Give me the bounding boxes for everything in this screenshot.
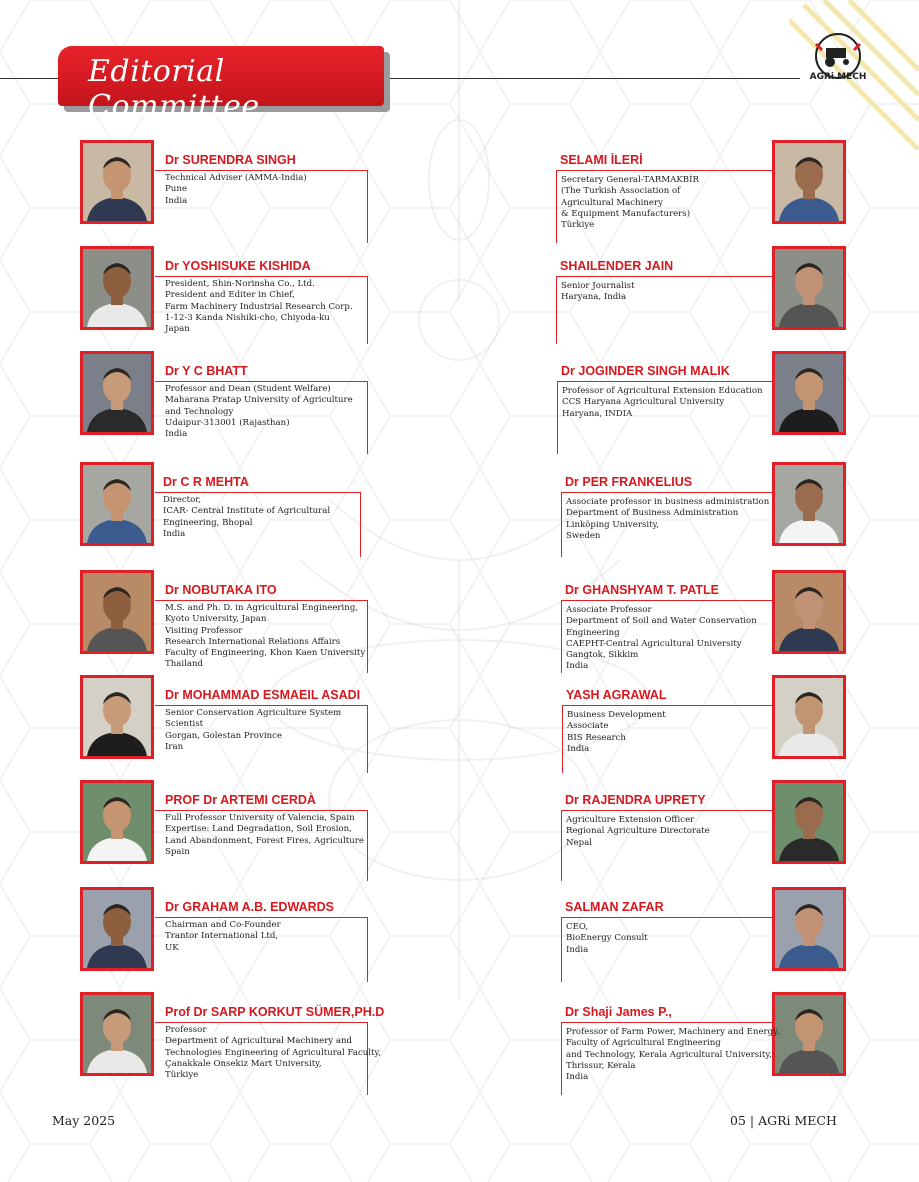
detail-line: Associate professor in business administration [566, 497, 770, 507]
logo-text: AGRi MECH [809, 72, 867, 82]
detail-line: BIS Research [567, 732, 626, 743]
detail-line: Faculty of Engineering, Khon Kaen University [165, 648, 366, 659]
detail-line: CCS Haryana Agricultural University [562, 397, 725, 408]
detail-line: Nepal [566, 837, 592, 848]
detail-line: India [566, 1072, 589, 1083]
member-name: Dr Y C BHATT [165, 364, 248, 378]
detail-line: Associate [567, 721, 609, 732]
detail-line: Thailand [165, 659, 204, 670]
member-details [165, 384, 353, 440]
page-title: Editorial Committee [88, 54, 260, 124]
detail-line: Maharana Pratap University of Agriculture [165, 395, 353, 406]
detail-line: Engineering [566, 627, 620, 638]
member-details [165, 173, 307, 207]
detail-line: Iran [165, 741, 184, 752]
detail-line: Associate Professor [566, 605, 652, 615]
member-name: Dr NOBUTAKA ITO [165, 583, 277, 597]
member-name: Dr YOSHISUKE KISHIDA [165, 259, 311, 273]
detail-line: Professor [165, 1025, 207, 1035]
detail-line: Sweden [566, 530, 601, 541]
member-photo [772, 887, 846, 971]
detail-line: Director, [163, 495, 202, 505]
member-name: SALMAN ZAFAR [565, 900, 664, 914]
detail-line: M.S. and Ph. D. in Agricultural Engineering, [165, 603, 359, 613]
detail-line: and Technology [165, 406, 234, 417]
member-details [566, 1027, 780, 1083]
member-photo [772, 140, 846, 224]
detail-line: Türkiye [165, 1070, 199, 1081]
detail-line: Linköping University, [566, 519, 660, 530]
member-name: Dr SURENDRA SINGH [165, 153, 296, 167]
member-details [165, 1025, 381, 1081]
member-details [165, 279, 353, 335]
detail-line: Trantor International Ltd, [165, 931, 279, 942]
detail-line: Business Development [567, 710, 666, 720]
member-details [567, 710, 666, 755]
detail-line: Department of Agricultural Machinery and [165, 1036, 353, 1047]
detail-line: Technical Adviser (AMMA-India) [165, 173, 307, 183]
detail-line: CEO, [566, 922, 589, 932]
detail-line: Scientist [165, 719, 204, 730]
detail-line: Professor of Farm Power, Machinery and Energy, [566, 1027, 780, 1037]
detail-line: Thrissur, Kerala [566, 1060, 636, 1071]
title-banner [58, 46, 384, 124]
detail-line: President, Shin-Norinsha Co., Ltd. [165, 279, 315, 289]
member-photo [80, 140, 154, 224]
detail-line: Engineering, Bhopal [163, 517, 253, 528]
member-photo [80, 887, 154, 971]
member-photo [80, 246, 154, 330]
detail-line: Faculty of Agricultural Engineering [566, 1038, 721, 1049]
detail-line: & Equipment Manufacturers) [561, 208, 691, 219]
member-details [165, 708, 341, 753]
member-photo [772, 992, 846, 1076]
detail-line: Udaipur-313001 (Rajasthan) [165, 417, 290, 428]
member-name: SELAMI İLERİ [560, 153, 643, 167]
member-photo [80, 780, 154, 864]
member-photo [772, 246, 846, 330]
detail-line: Visiting Professor [165, 625, 243, 636]
member-details [561, 175, 699, 231]
detail-line: Haryana, India [561, 292, 627, 303]
member-details [562, 386, 763, 420]
member-name: Dr C R MEHTA [163, 475, 249, 489]
detail-line: Professor of Agricultural Extension Education [562, 386, 763, 396]
detail-line: India [566, 661, 589, 672]
detail-line: Spain [165, 846, 190, 857]
detail-line: Gorgan, Golestan Province [165, 730, 282, 741]
detail-line: Agriculture Extension Officer [566, 815, 695, 825]
member-name: YASH AGRAWAL [566, 688, 667, 702]
member-name: PROF Dr ARTEMI CERDÀ [165, 793, 316, 807]
detail-line: India [566, 944, 589, 955]
detail-line: Gangtok, Sikkim [566, 650, 639, 661]
member-details [566, 815, 710, 849]
member-photo [80, 351, 154, 435]
member-photo [772, 675, 846, 759]
detail-line: Haryana, INDIA [562, 408, 633, 419]
member-photo [80, 570, 154, 654]
member-photo [772, 570, 846, 654]
detail-line: Agricultural Machinery [561, 197, 663, 208]
member-name: Dr MOHAMMAD ESMAEIL ASADI [165, 688, 361, 702]
detail-line: Secretary General-TARMAKBİR [561, 175, 699, 185]
detail-line: ICAR- Central Institute of Agricultural [163, 506, 331, 517]
member-details [165, 920, 281, 954]
member-photo [772, 780, 846, 864]
detail-line: Senior Conservation Agriculture System [165, 708, 342, 718]
member-details [566, 922, 648, 956]
member-name: Dr GHANSHYAM T. PATLE [565, 583, 719, 597]
member-details [163, 495, 330, 540]
member-details [561, 281, 635, 304]
detail-line: Full Professor University of Valencia, Spain [165, 813, 355, 823]
member-photo [772, 462, 846, 546]
member-name: Dr Shaji James P., [565, 1005, 672, 1019]
detail-line: Technologies Engineering of Agricultural Faculty, [165, 1047, 381, 1058]
detail-line: Research International Relations Affairs [165, 636, 341, 647]
detail-line: Kyoto University, Japan [165, 614, 267, 625]
member-details [566, 497, 769, 542]
detail-line: Department of Soil and Water Conservation [566, 616, 757, 627]
detail-line: Professor and Dean (Student Welfare) [165, 384, 331, 394]
detail-line: (The Turkish Association of [561, 186, 681, 197]
member-name: Dr RAJENDRA UPRETY [565, 793, 706, 807]
member-photo [80, 675, 154, 759]
member-details [566, 605, 757, 673]
member-name: Dr JOGINDER SINGH MALIK [561, 364, 730, 378]
member-name: Dr GRAHAM A.B. EDWARDS [165, 900, 334, 914]
detail-line: Department of Business Administration [566, 508, 739, 519]
detail-line: Türkiye [561, 220, 595, 231]
detail-line: India [165, 429, 188, 440]
member-photo [80, 992, 154, 1076]
member-photo [80, 462, 154, 546]
detail-line: 1-12-3 Kanda Nishiki-cho, Chiyoda-ku [165, 312, 330, 323]
member-details [165, 813, 364, 858]
detail-line: Senior Journalist [561, 281, 635, 291]
detail-line: India [567, 743, 590, 754]
detail-line: Japan [165, 324, 190, 335]
detail-line: Çanakkale Onsekiz Mart University, [165, 1058, 322, 1069]
detail-line: Land Abandonment, Forest Fires, Agriculture [165, 835, 364, 846]
member-name: Dr PER FRANKELIUS [565, 475, 693, 489]
footer-page: 05 | AGRi MECH [730, 1113, 837, 1128]
member-details [165, 603, 365, 671]
detail-line: BioEnergy Consult [566, 933, 648, 944]
detail-line: President and Editer in Chief, [165, 290, 295, 301]
detail-line: Farm Machinery Industrial Research Corp. [165, 301, 353, 312]
detail-line: Expertise: Land Degradation, Soil Erosion, [165, 824, 352, 835]
detail-line: CAEPHT-Central Agricultural University [566, 638, 742, 649]
detail-line: India [165, 195, 188, 206]
detail-line: Chairman and Co-Founder [165, 920, 281, 930]
member-name: SHAILENDER JAIN [560, 259, 674, 273]
detail-line: UK [165, 942, 179, 953]
detail-line: Regional Agriculture Directorate [566, 826, 710, 837]
member-name: Prof Dr SARP KORKUT SÜMER,PH.D [165, 1005, 385, 1019]
member-photo [772, 351, 846, 435]
footer-date: May 2025 [52, 1113, 116, 1128]
detail-line: India [163, 528, 186, 539]
detail-line: Pune [165, 184, 187, 195]
detail-line: and Technology, Kerala Agricultural University, [566, 1049, 772, 1060]
